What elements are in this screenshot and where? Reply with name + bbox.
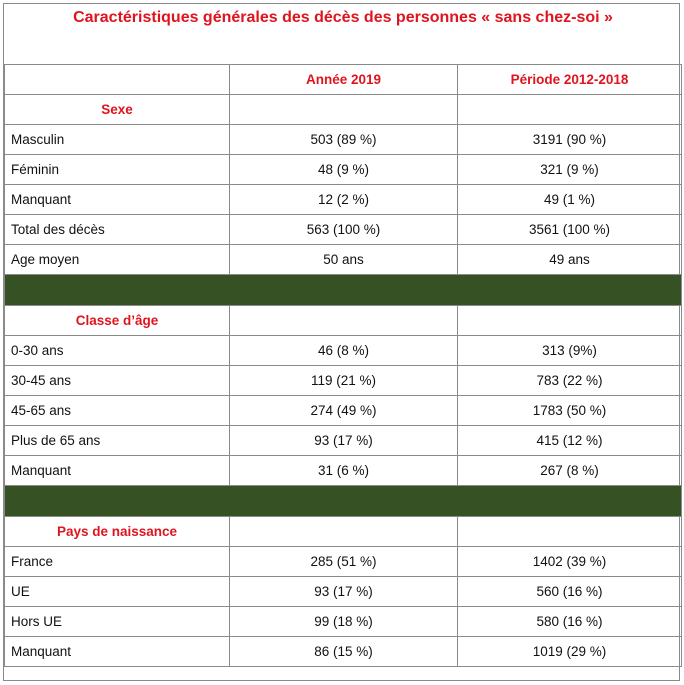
value-2012-2018: 49 ans: [458, 244, 682, 274]
section-header-row: [5, 516, 682, 546]
value-2012-2018: 560 (16 %): [458, 576, 682, 606]
value-2019: 99 (18 %): [230, 606, 458, 636]
value-2012-2018: 313 (9%): [458, 335, 682, 365]
value-2019: 46 (8 %): [230, 335, 458, 365]
table-row: [5, 455, 682, 485]
row-label: Hors UE: [5, 606, 230, 636]
section-label-age-class: Classe d’âge: [5, 305, 230, 335]
value-2019: 503 (89 %): [230, 124, 458, 154]
value-2012-2018: 3191 (90 %): [458, 124, 682, 154]
value-2012-2018: 267 (8 %): [458, 455, 682, 485]
table-row: [5, 184, 682, 214]
empty-cell: [230, 94, 458, 124]
deaths-characteristics-table: [4, 4, 682, 667]
table-title: Caractéristiques générales des décès des personnes « sans chez-soi »: [73, 9, 613, 26]
table-row: [5, 606, 682, 636]
row-label: Masculin: [5, 124, 230, 154]
row-label: Féminin: [5, 154, 230, 184]
section-separator: [5, 485, 682, 516]
header-period-2012-2018: Période 2012-2018: [458, 64, 682, 94]
value-2019: 285 (51 %): [230, 546, 458, 576]
empty-cell: [230, 516, 458, 546]
table-row: [5, 124, 682, 154]
row-label: Manquant: [5, 184, 230, 214]
table-row: [5, 154, 682, 184]
section-header-row: [5, 94, 682, 124]
value-2012-2018: 1019 (29 %): [458, 636, 682, 666]
empty-cell: [230, 305, 458, 335]
table-row: [5, 244, 682, 274]
table-row: [5, 214, 682, 244]
row-label: 45-65 ans: [5, 395, 230, 425]
row-label: France: [5, 546, 230, 576]
value-2019: 48 (9 %): [230, 154, 458, 184]
row-label: 30-45 ans: [5, 365, 230, 395]
header-row: [5, 64, 682, 94]
value-2012-2018: 49 (1 %): [458, 184, 682, 214]
value-2019: 50 ans: [230, 244, 458, 274]
header-empty-cell: [5, 64, 230, 94]
value-2012-2018: 1783 (50 %): [458, 395, 682, 425]
value-2019: 563 (100 %): [230, 214, 458, 244]
table-row: [5, 425, 682, 455]
separator-band: [5, 485, 682, 516]
row-label: Plus de 65 ans: [5, 425, 230, 455]
row-label: UE: [5, 576, 230, 606]
value-2012-2018: 1402 (39 %): [458, 546, 682, 576]
table-row: [5, 335, 682, 365]
value-2019: 119 (21 %): [230, 365, 458, 395]
table-row: [5, 546, 682, 576]
row-label: Age moyen: [5, 244, 230, 274]
row-label: Total des décès: [5, 214, 230, 244]
value-2019: 12 (2 %): [230, 184, 458, 214]
empty-cell: [458, 516, 682, 546]
value-2019: 86 (15 %): [230, 636, 458, 666]
row-label: Manquant: [5, 455, 230, 485]
stats-table-container: [3, 3, 680, 681]
value-2012-2018: 580 (16 %): [458, 606, 682, 636]
value-2019: 93 (17 %): [230, 576, 458, 606]
table-row: [5, 636, 682, 666]
separator-band: [5, 274, 682, 305]
section-label-birth-country: Pays de naissance: [5, 516, 230, 546]
value-2012-2018: 3561 (100 %): [458, 214, 682, 244]
header-year-2019: Année 2019: [230, 64, 458, 94]
section-label-sexe: Sexe: [5, 94, 230, 124]
title-row: [5, 4, 682, 64]
section-header-row: [5, 305, 682, 335]
row-label: Manquant: [5, 636, 230, 666]
row-label: 0-30 ans: [5, 335, 230, 365]
empty-cell: [458, 305, 682, 335]
value-2019: 274 (49 %): [230, 395, 458, 425]
empty-cell: [458, 94, 682, 124]
section-separator: [5, 274, 682, 305]
value-2019: 93 (17 %): [230, 425, 458, 455]
value-2012-2018: 783 (22 %): [458, 365, 682, 395]
table-row: [5, 395, 682, 425]
table-row: [5, 365, 682, 395]
value-2012-2018: 321 (9 %): [458, 154, 682, 184]
table-row: [5, 576, 682, 606]
value-2019: 31 (6 %): [230, 455, 458, 485]
value-2012-2018: 415 (12 %): [458, 425, 682, 455]
